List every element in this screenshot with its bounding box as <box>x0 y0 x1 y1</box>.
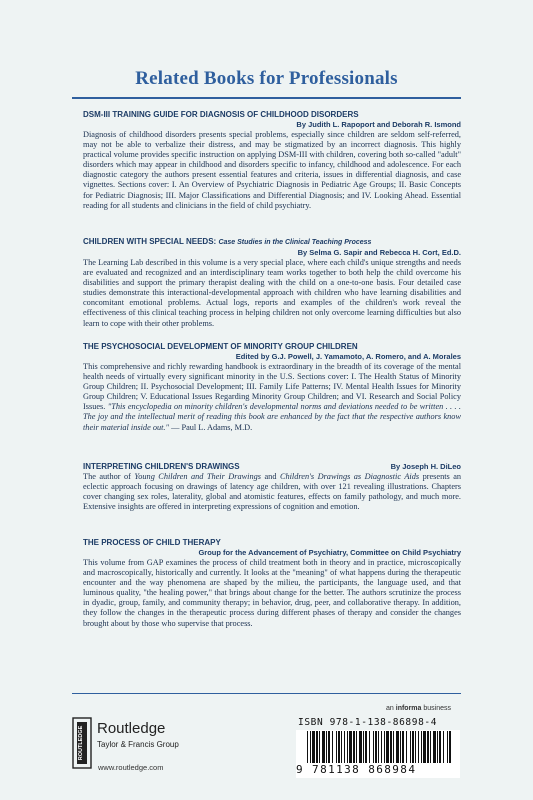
book-title-line <box>83 237 461 248</box>
barcode-bar <box>384 731 385 763</box>
publisher-website[interactable]: www.routledge.com <box>98 763 164 772</box>
barcode-bar <box>378 731 379 763</box>
barcode-number: 9 781138 868984 <box>296 763 460 777</box>
book-entry-child-therapy <box>83 538 461 629</box>
barcode-bar <box>421 731 422 763</box>
informa-business-line <box>386 705 451 712</box>
barcode-bar <box>381 731 382 763</box>
barcode-bar <box>418 731 419 763</box>
barcode-bar <box>423 731 426 763</box>
barcode-bar <box>341 731 342 763</box>
barcode-bar <box>336 731 337 763</box>
barcode-bar <box>447 731 448 763</box>
publisher-name: Routledge <box>97 720 166 737</box>
barcode-bar <box>437 731 438 763</box>
description-conjunction: and <box>264 472 277 481</box>
routledge-logo-icon <box>72 717 92 769</box>
book-description: The Learning Lab described in this volume is a very special place, where each child's unique strengths and needs are evaluated and recognized and an interdisciplinary team works together to both help the child overcome his disabilities and support the primary therapist dealing with the child on a one-to-one basis. Four detailed case studies demonstrate this interactional-developmental approach with children who have learning disabilities and concomitant emotional problems. Actual logs, reports and examples of the children's work reveal the effectiveness of this clinical teaching process in helping children not only overcome learning difficulties but also learn to cope with their other problems. <box>83 258 461 328</box>
barcode-bar <box>307 731 308 763</box>
book-title: DSM-III TRAINING GUIDE FOR DIAGNOSIS OF CHILDHOOD DISORDERS <box>83 110 359 119</box>
barcode-bar <box>400 731 401 763</box>
book-authors: By Joseph H. DiLeo <box>390 462 461 471</box>
informa-suffix: business <box>423 705 452 712</box>
svg-text:ROUTLEDGE: ROUTLEDGE <box>78 725 84 761</box>
barcode-bar <box>427 731 429 763</box>
description-intro: The author of <box>83 472 131 481</box>
book-title: CHILDREN WITH SPECIAL NEEDS: <box>83 237 217 246</box>
book-description <box>83 472 461 512</box>
book-description <box>83 362 461 433</box>
book-title-line <box>83 462 461 472</box>
barcode-bar <box>375 731 377 763</box>
book-entry-special-needs <box>83 237 461 329</box>
barcode-bar <box>390 731 392 763</box>
barcode-bar <box>359 731 362 763</box>
title-divider <box>72 97 461 99</box>
barcode-bar <box>353 731 355 763</box>
barcode-bar <box>430 731 431 763</box>
review-quote: "This encyclopedia on minority children's developmental norms and deviations needed to be written . . . . The joy and the intellectual merit of reading this book are enhanced by the fact that the respective authors know their material inside out." <box>83 402 461 432</box>
barcode-bar <box>365 731 367 763</box>
book-authors: By Selma G. Sapir and Rebecca H. Cort, Ed.D. <box>297 248 461 257</box>
cited-book-title: Young Children and Their Drawings <box>134 472 262 481</box>
barcode-bar <box>310 731 311 763</box>
book-title: THE PSYCHOSOCIAL DEVELOPMENT OF MINORITY GROUP CHILDREN <box>83 342 358 351</box>
barcode-bar <box>439 731 441 763</box>
book-title: THE PROCESS OF CHILD THERAPY <box>83 538 221 547</box>
publisher-group: Taylor & Francis Group <box>97 740 179 749</box>
barcode-bar <box>449 731 451 763</box>
barcode-bar <box>326 731 327 763</box>
book-title: INTERPRETING CHILDREN'S DRAWINGS <box>83 462 240 471</box>
barcode-bar <box>393 731 394 763</box>
isbn-label: ISBN 978-1-138-86898-4 <box>298 717 438 728</box>
book-entry-minority-children <box>83 342 461 433</box>
book-authors: Group for the Advancement of Psychiatry, Committee on Child Psychiatry <box>198 548 461 557</box>
footer-divider <box>72 693 461 694</box>
barcode-bar <box>322 731 325 763</box>
barcode-bar <box>415 731 416 763</box>
barcode-bar <box>363 731 364 763</box>
barcode-bar <box>347 731 348 763</box>
page-title: Related Books for Professionals <box>135 68 398 89</box>
barcode-bar <box>373 731 374 763</box>
book-entry-drawings <box>83 462 461 512</box>
barcode-bar <box>406 731 407 763</box>
barcode-bar <box>344 731 345 763</box>
book-authors: By Judith L. Rapoport and Deborah R. Ismond <box>296 120 461 129</box>
barcode-bar <box>338 731 340 763</box>
informa-brand: informa <box>395 705 422 712</box>
barcode-bar <box>369 731 370 763</box>
barcode-bar <box>433 731 436 763</box>
book-description: This volume from GAP examines the process of child treatment both in theory and in practice, microscopically and macroscopically, historically and currently. It looks at the "meaning" of what happens during the therapeutic encounter and the way phenomena are shaped by the milieu, the participants, the language used, and that luminous quality, "the healing power," that brings about change for the better. The authors scrutinize the process in dyadic, group, family, and community therapy; in behavior, drug, peer, and collaborative therapy. In addition, they follow the changes in the therapeutic process during different phases of therapy and consider the changes brought about by those who supervise that process. <box>83 558 461 628</box>
barcode-bar <box>443 731 444 763</box>
barcode-bar <box>316 731 318 763</box>
barcode-bar <box>328 731 330 763</box>
cited-book-title: Children's Drawings as Diagnostic Aids <box>279 472 420 481</box>
review-attribution: — Paul L. Adams, M.D. <box>171 422 253 432</box>
book-entry-dsm <box>83 110 461 211</box>
description-text: presents an eclectic approach focusing on drawings of latency age children, with over 121 revealing illustrations. Chapters cover changing sex roles, laterality, global and atomistic features, effects on family pathology, and much more. Extensive insights are offered in interpreting expressions of cognition and emotion. <box>83 472 462 512</box>
barcode-bar <box>349 731 352 763</box>
book-subtitle: Case Studies in the Clinical Teaching Process <box>218 239 372 246</box>
barcode-bar <box>319 731 320 763</box>
barcode-bar <box>412 731 414 763</box>
book-description: Diagnosis of childhood disorders presents special problems, especially since children are seldom self-referred, may not be able to verbalize their distress, and may be stigmatized by an incorrect diagnosis. This highly practical volume provides specific instruction on applying DSM-III with children, covering both so-called "adult" disorders which may appear in childhood and disorders specific to infancy, childhood and adolescence. For each diagnostic category the authors present essential features and criteria, issues in differential diagnosis, and case vignettes. Sections cover: I. An Overview of Psychiatric Diagnosis in Pediatric Age Groups; II. Basic Concepts for Pediatric Diagnosis; III. Major Classifications and Differential Diagnosis; and IV. Looking Ahead. Essential reading for all students and clinicians in the field of child psychiatry. <box>83 130 461 210</box>
book-authors: Edited by G.J. Powell, J. Yamamoto, A. Romero, and A. Morales <box>235 352 461 361</box>
barcode-bar <box>312 731 315 763</box>
barcode-bar <box>396 731 399 763</box>
barcode-bar <box>356 731 357 763</box>
barcode-bar <box>332 731 333 763</box>
barcode-bar <box>386 731 389 763</box>
barcode-bar <box>410 731 411 763</box>
barcode-icon <box>307 731 452 763</box>
informa-prefix: an <box>386 705 394 712</box>
barcode-bar <box>402 731 404 763</box>
description-text: This comprehensive and richly rewarding handbook is extraordinary in the breadth of its coverage of the mental health needs of virtually every significant minority in the U.S. Sections cover: I. The Health Status of Minority Group Children; II. Psychosocial Development; III. Family Life Patterns; IV. Mental Health Issues for Minority Group Children; V. Educational Issues Regarding Minority Group Children; and VI. Research and Social Policy Issues. <box>83 362 461 412</box>
